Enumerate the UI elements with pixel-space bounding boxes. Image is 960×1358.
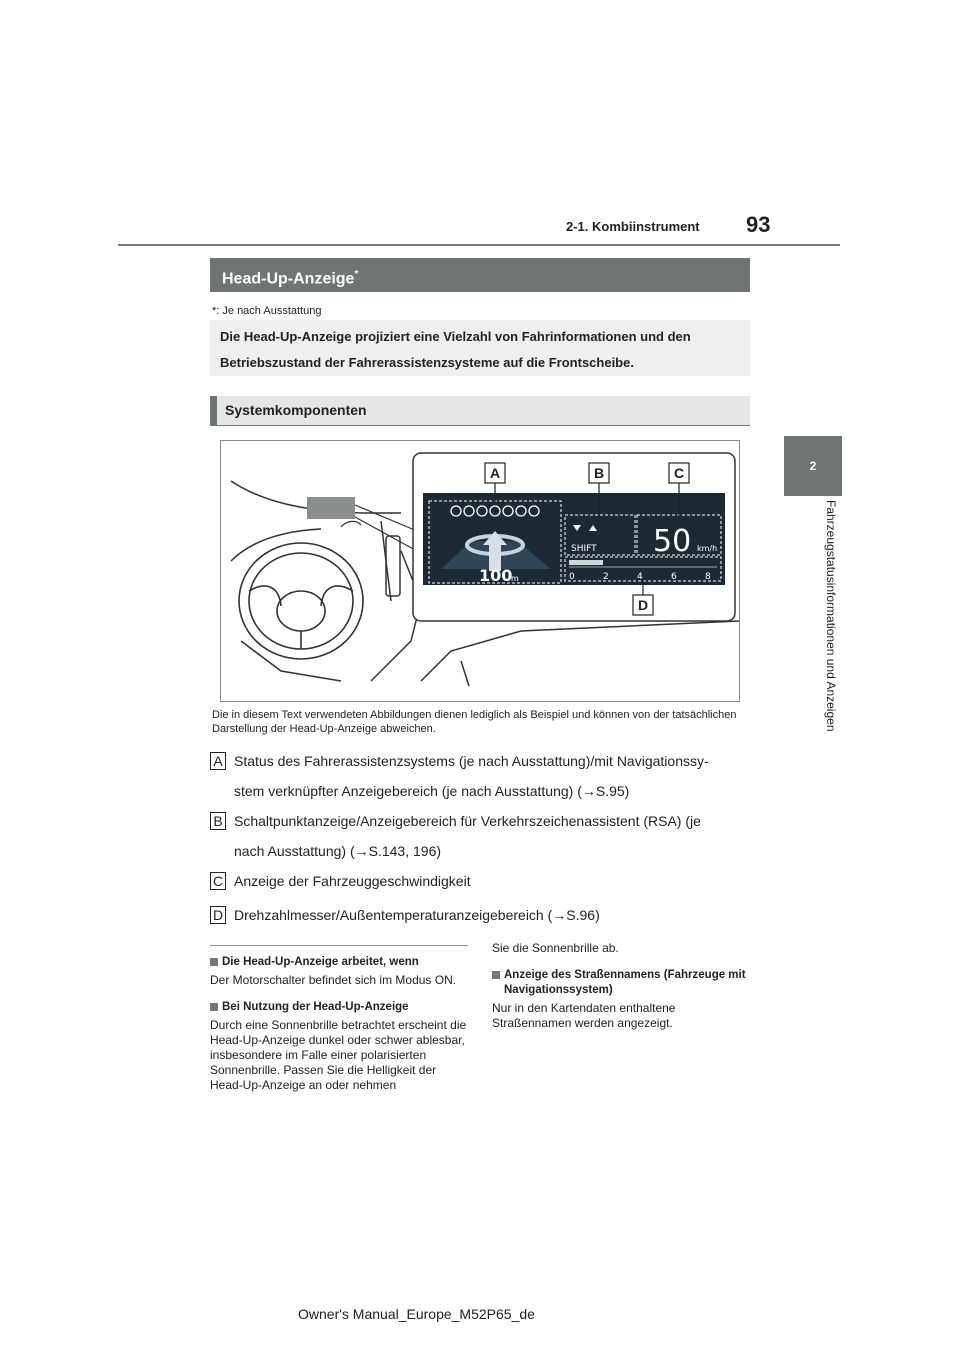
rpm-tick-label: 6	[671, 572, 677, 582]
speed-value: 50	[653, 524, 692, 559]
chapter-title: Fahrzeugstatusinformationen und Anzeigen	[824, 500, 838, 732]
shift-label: SHIFT	[571, 544, 597, 554]
rpm-tick-label: 0	[569, 572, 575, 582]
dashboard-lower	[241, 641, 341, 681]
callout-line-top	[355, 505, 417, 531]
callout-label-d: D	[638, 597, 649, 613]
note-continuation: Sie die Sonnenbrille ab.	[492, 941, 619, 955]
footer-doc-id: Owner's Manual_Europe_M52P65_de	[298, 1306, 535, 1322]
header-rule	[118, 244, 840, 246]
rpm-tick-label: 2	[603, 572, 609, 582]
figure-caption: Die in diesem Text verwendeten Abbildungen dienen lediglich als Beispiel und können von der tatsächlichen Darstellung der Head-Up-Anzeige abweichen.	[212, 709, 737, 735]
nav-distance-unit: m	[511, 574, 519, 583]
legend-item-d	[210, 900, 750, 930]
subheading: Systemkomponenten	[210, 396, 750, 426]
legend-text: Drehzahlmesser/Außentemperaturanzeigebereich (→S.96)	[234, 907, 600, 923]
legend-text: Schaltpunktanzeige/Anzeigebereich für Verkehrszeichenassistent (RSA) (je	[234, 813, 701, 829]
legend-item-b	[210, 806, 750, 866]
console-edge	[461, 661, 469, 686]
note-heading: Die Head-Up-Anzeige arbeitet, wenn	[210, 955, 468, 970]
notes-left-column	[210, 946, 468, 1093]
callout-label-a: A	[490, 465, 501, 481]
hud-projection	[307, 497, 355, 519]
legend-text-cont: stem verknüpfter Anzeigebereich (je nach Ausstattung) (→S.95)	[234, 783, 630, 799]
legend-letter: B	[210, 812, 226, 830]
notes-right-column	[492, 938, 750, 1031]
legend-letter: A	[210, 752, 226, 770]
callout-label-b: B	[594, 465, 605, 481]
rpm-bar-fill	[569, 560, 603, 565]
legend-text: Anzeige der Fahrzeuggeschwindigkeit	[234, 873, 471, 889]
note-heading: Bei Nutzung der Head-Up-Anzeige	[210, 1000, 468, 1015]
console-line	[421, 621, 739, 681]
chapter-tab: 2	[784, 436, 842, 496]
page-title	[210, 258, 750, 292]
legend-item-a	[210, 746, 750, 806]
note-body: Durch eine Sonnenbrille betrachtet erscheint die Head-Up-Anzeige dunkel oder schwer ablesbar, insbesondere im Falle einer polarisierten Sonnenbrille. Passen Sie die Helligkeit der Head-Up-Anzeige an oder nehmen	[210, 1018, 467, 1092]
rpm-tick-label: 4	[637, 572, 643, 582]
legend-item-c	[210, 866, 750, 896]
callout-label-c: C	[674, 465, 685, 481]
intro-box: Die Head-Up-Anzeige projiziert eine Vielzahl von Fahrinformationen und den Betriebszustand der Fahrerassistenzsysteme auf die Frontscheibe.	[210, 320, 750, 376]
rpm-tick-label: 8	[705, 572, 711, 582]
footnote: *: Je nach Ausstattung	[212, 305, 322, 317]
legend-text: Status des Fahrerassistenzsystems (je nach Ausstattung)/mit Navigationssy-	[234, 753, 709, 769]
section-label: 2-1. Kombiinstrument	[566, 219, 700, 234]
note-body: Nur in den Kartendaten enthaltene Straßennamen werden angezeigt.	[492, 1001, 676, 1030]
dashboard-curve	[231, 529, 321, 561]
page-title-text: Head-Up-Anzeige	[222, 270, 355, 288]
legend-text-cont: nach Ausstattung) (→S.143, 196)	[234, 843, 442, 859]
note-body: Der Motorschalter befindet sich im Modus ON.	[210, 973, 457, 987]
hud-illustration	[220, 440, 740, 702]
vent	[386, 536, 400, 596]
hud-illustration-svg	[221, 441, 739, 701]
note-heading: Anzeige des Straßennamens (Fahrzeuge mit Navigationssystem)	[492, 968, 750, 998]
nav-distance: 100	[479, 566, 513, 585]
steering-wheel	[239, 543, 363, 659]
legend-letter: C	[210, 872, 226, 890]
page-number: 93	[746, 212, 771, 237]
title-marker: *	[354, 269, 359, 280]
legend-letter: D	[210, 906, 226, 924]
speed-unit: km/h	[697, 544, 718, 553]
